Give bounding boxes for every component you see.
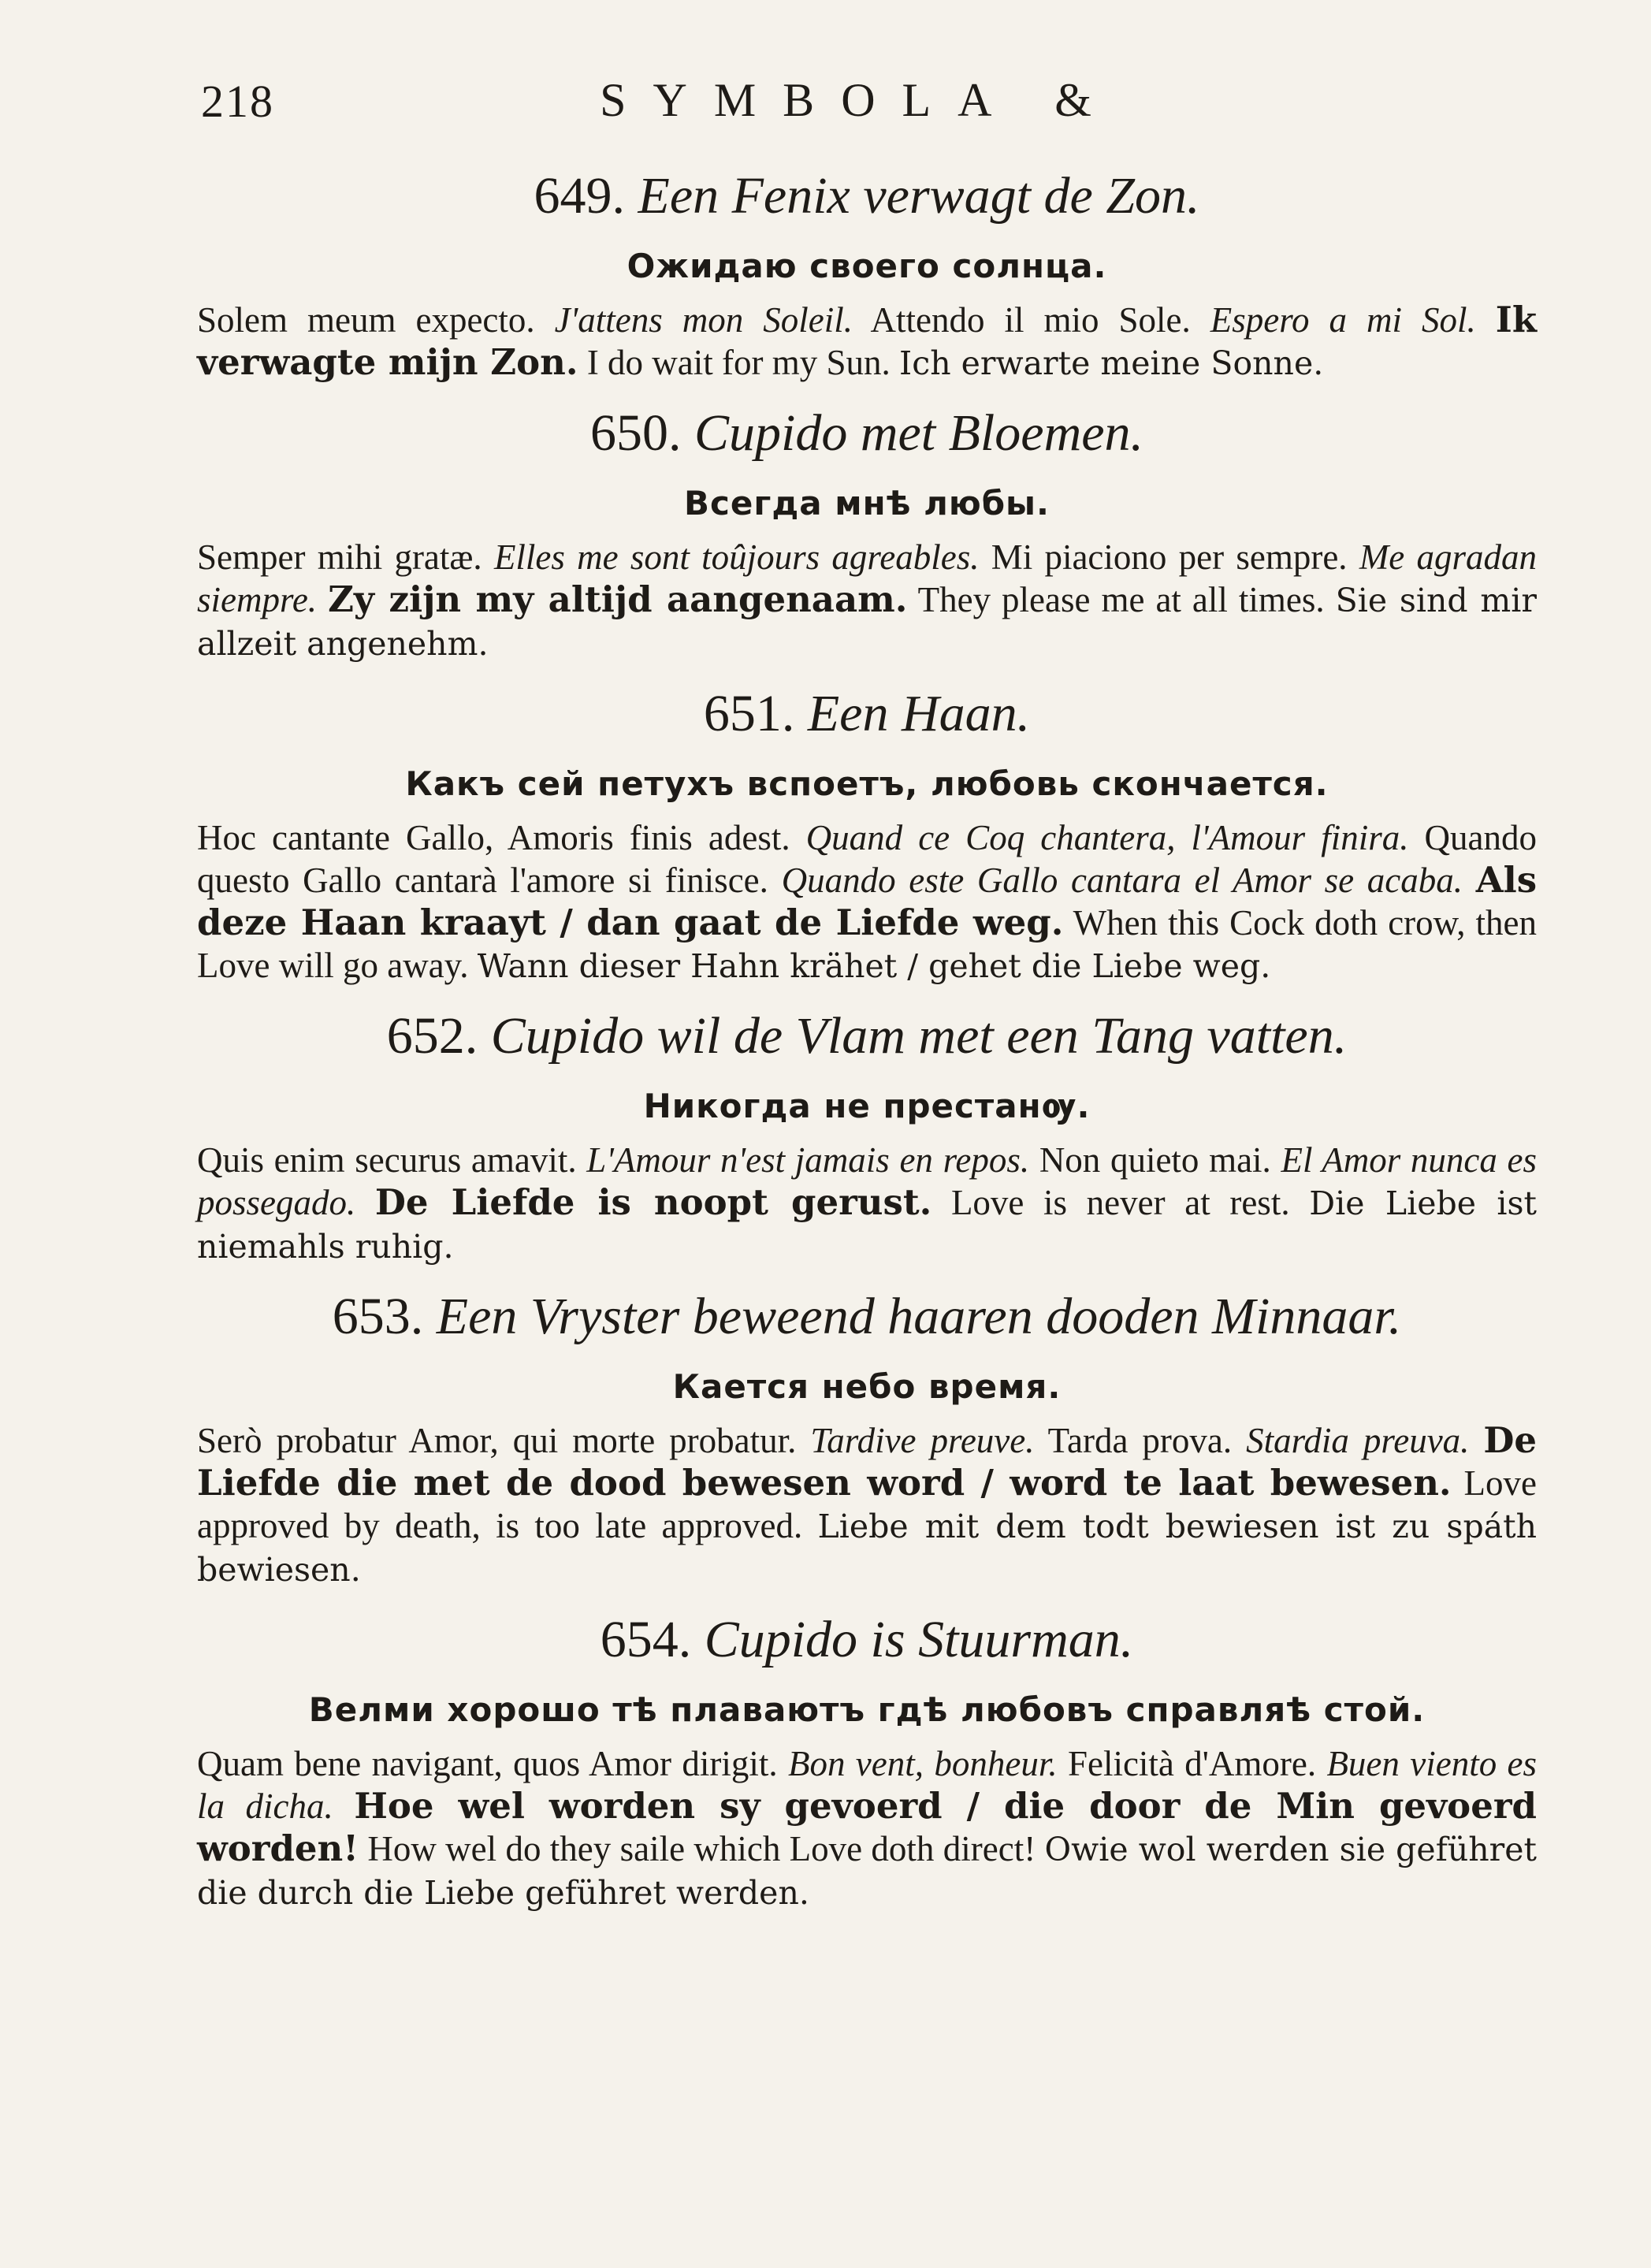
emblem-number: 654. — [600, 1611, 692, 1668]
emblem-title-text: Een Haan. — [807, 685, 1031, 742]
german-text: Die Liebe ist niemahls ruhig. — [197, 1184, 1538, 1266]
emblem-entry — [197, 1605, 1537, 1914]
spanish-text: Stardia preuva. — [1246, 1421, 1470, 1460]
latin-text: Serò probatur Amor, qui morte probatur. — [197, 1421, 797, 1460]
german-text: Wann dieser Hahn krähet / gehet die Liebe weg. — [477, 947, 1271, 985]
emblem-entry — [197, 1002, 1537, 1268]
german-text: Ich erwarte meine Sonne. — [899, 344, 1324, 382]
italian-text: Felicità d'Amore. — [1067, 1744, 1317, 1783]
french-text: Elles me sont toûjours agreables. — [493, 537, 980, 577]
latin-text: Quis enim securus amavit. — [197, 1140, 577, 1180]
latin-text: Solem meum expecto. — [197, 300, 535, 340]
emblem-title-text: Een Fenix verwagt de Zon. — [638, 167, 1200, 225]
page-content — [197, 162, 1537, 1914]
dutch-text: De Liefde die met de dood bewesen word / word te laat bewesen. — [197, 1419, 1538, 1504]
translations — [197, 816, 1537, 987]
russian-motto: Велми хорошо тѣ плаваютъ гдѣ любовъ справляѣ стой. — [308, 1690, 1426, 1729]
dutch-text: Zy zijn my altijd aangenaam. — [328, 578, 908, 620]
spanish-text: Buen viento es la dicha. — [197, 1744, 1538, 1826]
german-text: Owie wol werden sie geführet die durch die Liebe geführet werden. — [197, 1831, 1538, 1912]
emblem-number: 650. — [589, 404, 682, 462]
russian-motto: Всегда мнѣ любы. — [684, 484, 1050, 522]
dutch-text: Hoe wel worden sy gevoerd / die door de Min gevoerd worden! — [197, 1785, 1537, 1869]
translations — [197, 299, 1537, 385]
emblem-entry — [197, 399, 1537, 665]
emblem-title — [197, 679, 1537, 749]
russian-motto: Никогда не престанѹ. — [643, 1087, 1091, 1125]
russian-motto: Кается небо время. — [672, 1367, 1062, 1406]
running-title: SYMBOLA & — [600, 74, 1118, 126]
french-text: Quand ce Coq chantera, l'Amour finira. — [805, 818, 1409, 857]
french-text: Tardive preuve. — [810, 1421, 1035, 1460]
french-text: Bon vent, bonheur. — [787, 1744, 1058, 1783]
emblem-number: 651. — [703, 685, 795, 742]
running-head — [201, 67, 1470, 138]
german-text: Sie sind mir allzeit angenehm. — [197, 582, 1538, 663]
emblem-entry — [197, 162, 1537, 385]
latin-text: Quam bene navigant, quos Amor dirigit. — [197, 1744, 778, 1783]
spanish-text: Quando este Gallo cantara el Amor se acaba. — [781, 861, 1463, 900]
latin-text: Semper mihi gratæ. — [197, 537, 482, 577]
latin-text: Hoc cantante Gallo, Amoris finis adest. — [197, 818, 790, 857]
translations — [197, 1742, 1537, 1914]
italian-text: Non quieto mai. — [1039, 1140, 1271, 1180]
spanish-text: Espero a mi Sol. — [1210, 300, 1476, 340]
translations — [197, 1419, 1537, 1591]
english-text: They please me at all times. — [917, 580, 1325, 619]
emblem-title — [197, 1282, 1537, 1352]
english-text: Love is never at rest. — [950, 1183, 1290, 1222]
emblem-title-text: Een Vryster beweend haaren dooden Minnaar. — [436, 1288, 1402, 1345]
page-number: 218 — [201, 76, 274, 127]
english-text: When this Cock doth crow, then Love will go away. — [197, 903, 1537, 985]
emblem-number: 653. — [332, 1288, 424, 1345]
english-text: I do wait for my Sun. — [586, 343, 891, 382]
french-text: J'attens mon Soleil. — [554, 300, 853, 340]
russian-motto: Ожидаю своего солнца. — [627, 247, 1107, 285]
translations — [197, 1139, 1537, 1268]
italian-text: Attendo il mio Sole. — [870, 300, 1191, 340]
english-text: How wel do they saile which Love doth direct! — [367, 1829, 1036, 1868]
emblem-title — [197, 1605, 1537, 1675]
emblem-number: 652. — [386, 1007, 478, 1065]
emblem-title-text: Cupido met Bloemen. — [693, 404, 1144, 462]
dutch-text: Als deze Haan kraayt / dan gaat de Liefde weg. — [197, 859, 1538, 943]
emblem-entry — [197, 1282, 1537, 1591]
emblem-title — [197, 399, 1537, 468]
translations — [197, 536, 1537, 665]
german-text: Liebe mit dem todt bewiesen ist zu spáth bewiesen. — [197, 1508, 1538, 1589]
spanish-text: El Amor nunca es possegado. — [197, 1140, 1538, 1222]
emblem-title-text: Cupido is Stuurman. — [704, 1611, 1134, 1668]
emblem-title — [197, 162, 1537, 231]
emblem-number: 649. — [534, 167, 625, 225]
emblem-title — [197, 1002, 1537, 1071]
english-text: Love approved by death, is too late approved. — [197, 1463, 1537, 1545]
spanish-text: Me agradan siempre. — [197, 537, 1538, 619]
russian-motto: Какъ сей петухъ вспоетъ, любовь скончается. — [405, 764, 1329, 803]
italian-text: Mi piaciono per sempre. — [991, 537, 1348, 577]
emblem-entry — [197, 679, 1537, 987]
dutch-text: Ik verwagte mijn Zon. — [197, 299, 1538, 383]
french-text: L'Amour n'est jamais en repos. — [586, 1140, 1030, 1180]
italian-text: Tarda prova. — [1047, 1421, 1233, 1460]
emblem-title-text: Cupido wil de Vlam met een Tang vatten. — [490, 1007, 1348, 1065]
italian-text: Quando questo Gallo cantarà l'amore si finisce. — [197, 818, 1538, 900]
dutch-text: De Liefde is noopt gerust. — [374, 1181, 932, 1223]
